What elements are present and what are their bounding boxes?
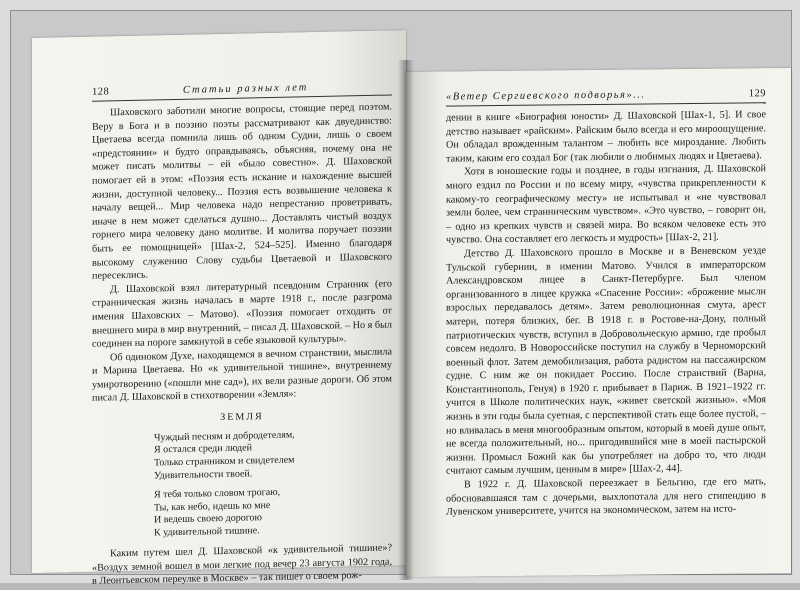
right-page bbox=[406, 68, 791, 577]
book-gutter-shadow bbox=[398, 60, 414, 580]
right-paragraph: Хотя в юношеские годы и позднее, в годы изгнания, Д. Шаховской много ездил по России и по всему миру, «чувства прикрепленности к какому-то географическому месту» не испытывал и «не чувствовал земли более, чем странническим чувством». «Это чувство, – говорит он, – одно из крепких чувств и связей мира. Во всяком человеке есть это чувство. Она составляет его легкость и мудрость» [Шах-2, 21]. bbox=[446, 163, 766, 246]
left-paragraph: Шаховского заботили многие вопросы, стоящие перед поэтом. Веру в Бога и в поэзию поэты рассматривают как двуединство: Цветаева всегда помнила лишь об одном Судии, лишь о своем «предстоянии» и будто оправдываясь, объясняя, почему она не может писать молитвы – ей «было совестно». Д. Шаховской помогает ей в этом: «Поэзия есть искание и нахождение высшей жизни, доступной человеку... Поэзия есть возвышение человека к началу вещей... Мир человека надо непрестанно проветривать, иначе в нем может сделаться душно... Доставлять чистый воздух горнего мира человеку дано молитве. И молитва поручает поэзии быть ее помощницей» [Шах-2, 524–525]. Именно благодаря высокому служению Слову судьбы Цветаевой и Шаховского пересеклись. bbox=[92, 101, 392, 282]
right-paragraph: В 1922 г. Д. Шаховской переезжает в Бельгию, где его мать, обосновавшаяся там с дочерьми, выхлопотала для него стипендию в Лувенском университете, учится на экономическом, затем на исто- bbox=[446, 476, 766, 518]
left-running-head-title: Статьи разных лет bbox=[182, 82, 309, 96]
left-page-number: 128 bbox=[92, 86, 110, 98]
poem-title: ЗЕМЛЯ bbox=[220, 411, 264, 424]
right-body-text bbox=[446, 108, 766, 519]
left-body-text bbox=[92, 100, 392, 588]
poem-line: Чуждый песням и добродетелям, bbox=[154, 429, 295, 444]
poem-stanza bbox=[154, 484, 392, 540]
poem-line: Ты, как небо, идешь ко мне bbox=[154, 499, 271, 514]
left-paragraph: Д. Шаховской взял литературный псевдоним Странник (его странническая жизнь началась в марте 1918 г., после разгрома имения Шаховских – Матово). «Поэзия помогает отходить от внешнего мира в мир внутренний, – писал Д. Шаховской. – Но я был соединен на пороге замкнутой в себе языковой культуры». bbox=[92, 278, 392, 350]
poem-line: Удивительности твоей. bbox=[154, 468, 253, 482]
poem-line: Я остался среди людей bbox=[154, 442, 252, 456]
poem-line: Только странником и свидетелем bbox=[154, 454, 295, 469]
left-page bbox=[32, 30, 406, 587]
right-running-header bbox=[446, 88, 766, 102]
poem-line: Я тебя только словом трогаю, bbox=[154, 486, 281, 501]
right-paragraph: дении в книге «Биография юности» Д. Шаховской [Шах-1, 5]. И свое детство называет «райским». Райским было всегда и его мироощущение. Он обладал врожденным талантом – любить все мироздание. Любить таким, каким его создал Бог (так любили о любимых людях и Цветаева). bbox=[446, 109, 766, 165]
right-paragraph: Детство Д. Шаховского прошло в Москве и в Веневском уезде Тульской губернии, в имении Матово. Учился в императорском Александровском лицее в Санкт-Петербурге. Был членом организованного в лицее кружка «Спасение России»: «брожение мысли взрослых передавалось детям». Затем революционная смута, арест матери, потеря близких, бег. В 1918 г. в Ростове-на-Дону, полный патриотических чувств, вступил в Добровольческую армию, где пробыл совсем недолго. В Новороссийске поступил на службу в Черноморский военный флот. Затем демобилизация, работа радистом на пассажирском судне. С ним же он покидает Россию. После странствий (Варна, Константинополь, Генуя) в 1920 г. прибывает в Париж. В 1921–1922 гг. учится в Школе политических наук, «живет светской жизнью». «Моя жизнь в эти годы была суетная, с перспективой стать еще более пустой, – но вливалась в меня многообразным опытом, который в моей душе опыт, не всегда положительный, но... пригодившийся мне в моей пастырской жизни. Промысл Божий как бы употребляет на добро то, что люди считают самым лучшим, ценным в мире» [Шах-2, 44]. bbox=[446, 245, 766, 478]
poem-stanza bbox=[154, 427, 392, 483]
poem bbox=[154, 427, 392, 540]
poem-line: И ведешь своею дорогою bbox=[154, 512, 263, 526]
right-page-number: 129 bbox=[748, 88, 766, 100]
poem-line: К удивительной тишине. bbox=[154, 525, 260, 539]
left-paragraph: Об одиноком Духе, находящемся в вечном странствии, мыслила и Марина Цветаева. Но «к удивительной тишине», внутреннему умиротворению («пошли мне сад»), их вели разные дороги. Об этом писал Д. Шаховской в стихотворении «Земля»: bbox=[92, 346, 392, 405]
right-running-head-title: «Ветер Сергиевского подворья»... bbox=[446, 89, 646, 103]
left-closing-paragraph: Каким путем шел Д. Шаховской «к удивительной тишине»? «Воздух земной вошел в мои легкие под вечер 23 августа 1902 года, в Леонтьевском переулке в Москве» – так пишет о своем рож- bbox=[92, 542, 392, 587]
right-header-rule bbox=[446, 102, 766, 106]
